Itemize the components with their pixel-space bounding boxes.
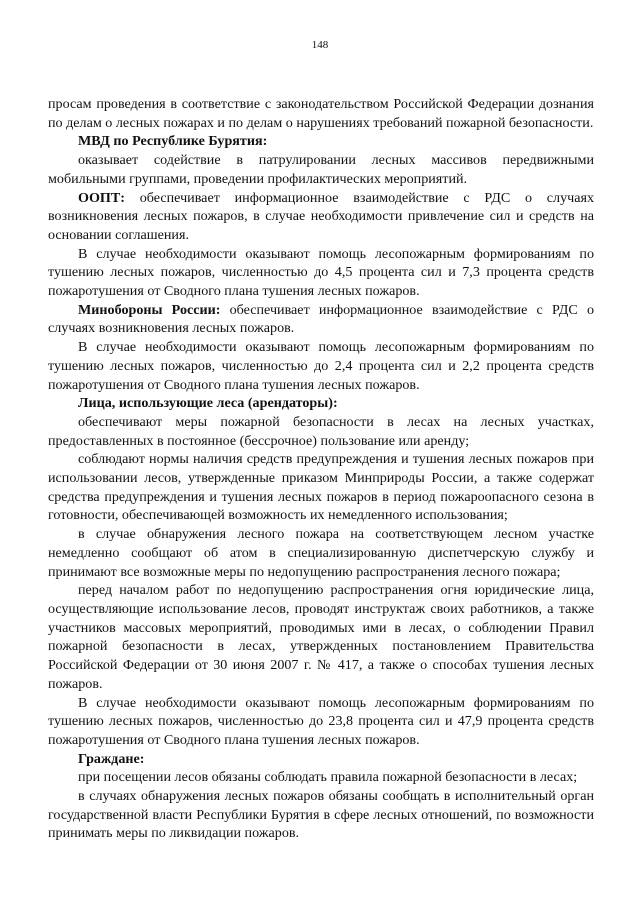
- body-text: [48, 95, 594, 843]
- page-number: 148: [311, 39, 329, 51]
- paragraph-text: обеспечивает информационное взаимодействие с РДС о случаях возникновения лесных пожаров, в случае необходимости привлечение сил и средств на основании соглашения.: [48, 189, 594, 243]
- section-heading: Лица, использующие леса (арендаторы):: [78, 395, 338, 412]
- paragraph: оказывает содействие в патрулировании лесных массивов передвижными мобильными группами, проведении профилактических мероприятий.: [48, 152, 594, 187]
- paragraph: [48, 301, 594, 338]
- paragraph: В случае необходимости оказывают помощь лесопожарным формированиям по тушению лесных пожаров, численностью до 23,8 процента сил и 47,9 процента средств пожаротушения от Сводного плана тушения лесных пожаров.: [48, 694, 594, 748]
- section-heading: Граждане:: [78, 750, 145, 767]
- section-heading: МВД по Республике Бурятия:: [78, 133, 268, 150]
- paragraph: В случае необходимости оказывают помощь лесопожарным формированиям по тушению лесных пожаров, численностью до 2,4 процента сил и 2,2 процента средств пожаротушения от Сводного плана тушения лесных пожаров.: [48, 339, 594, 393]
- paragraph: обеспечивают меры пожарной безопасности в лесах на лесных участках, предоставленных в постоянное (бессрочное) пользование или аренду;: [48, 413, 594, 449]
- paragraph: в случаях обнаружения лесных пожаров обязаны сообщать в исполнительный орган государственной власти Республики Бурятия в сфере лесных отношений, по возможности принимать меры по ликвидации пожаров.: [48, 788, 594, 842]
- paragraph: при посещении лесов обязаны соблюдать правила пожарной безопасности в лесах;: [78, 769, 578, 786]
- paragraph: перед началом работ по недопущению распространения огня юридические лица, осуществляющие использование лесов, проводят инструктаж своих работников, а также участников массовых мероприятий, проводимых ими в лесах, о соблюдении Правил пожарной безопасности в лесах, утвержденных постановлением Правительства Российской Федерации от 30 июня 2007 г. № 417, а также о способах тушения лесных пожаров.: [48, 582, 594, 692]
- paragraph-text: обеспечивает информационное взаимодействие с РДС о случаях возникновения лесных пожаров.: [48, 301, 594, 337]
- paragraph: в случае обнаружения лесного пожара на соответствующем лесном участке немедленно сообщают об атом в специализированную диспетчерскую службу и принимают все возможные меры по недопущению распространения лесного пожара;: [48, 526, 594, 580]
- inline-heading: Минобороны России:: [78, 301, 221, 318]
- paragraph: [48, 189, 594, 245]
- paragraph: соблюдают нормы наличия средств предупреждения и тушения лесных пожаров при использовании лесов, утвержденные приказом Минприроды России, а также содержат средства предупреждения и тушения лесных пожаров в период пожароопасного сезона в готовности, обеспечивающей возможность их немедленного использования;: [48, 451, 594, 524]
- paragraph: просам проведения в соответствие с законодательством Российской Федерации дознания по делам о лесных пожарах и по делам о нарушениях требований пожарной безопасности.: [48, 96, 594, 131]
- inline-heading: ООПТ:: [78, 189, 125, 206]
- paragraph: В случае необходимости оказывают помощь лесопожарным формированиям по тушению лесных пожаров, численностью до 4,5 процента сил и 7,3 процента средств пожаротушения от Сводного плана тушения лесных пожаров.: [48, 245, 594, 300]
